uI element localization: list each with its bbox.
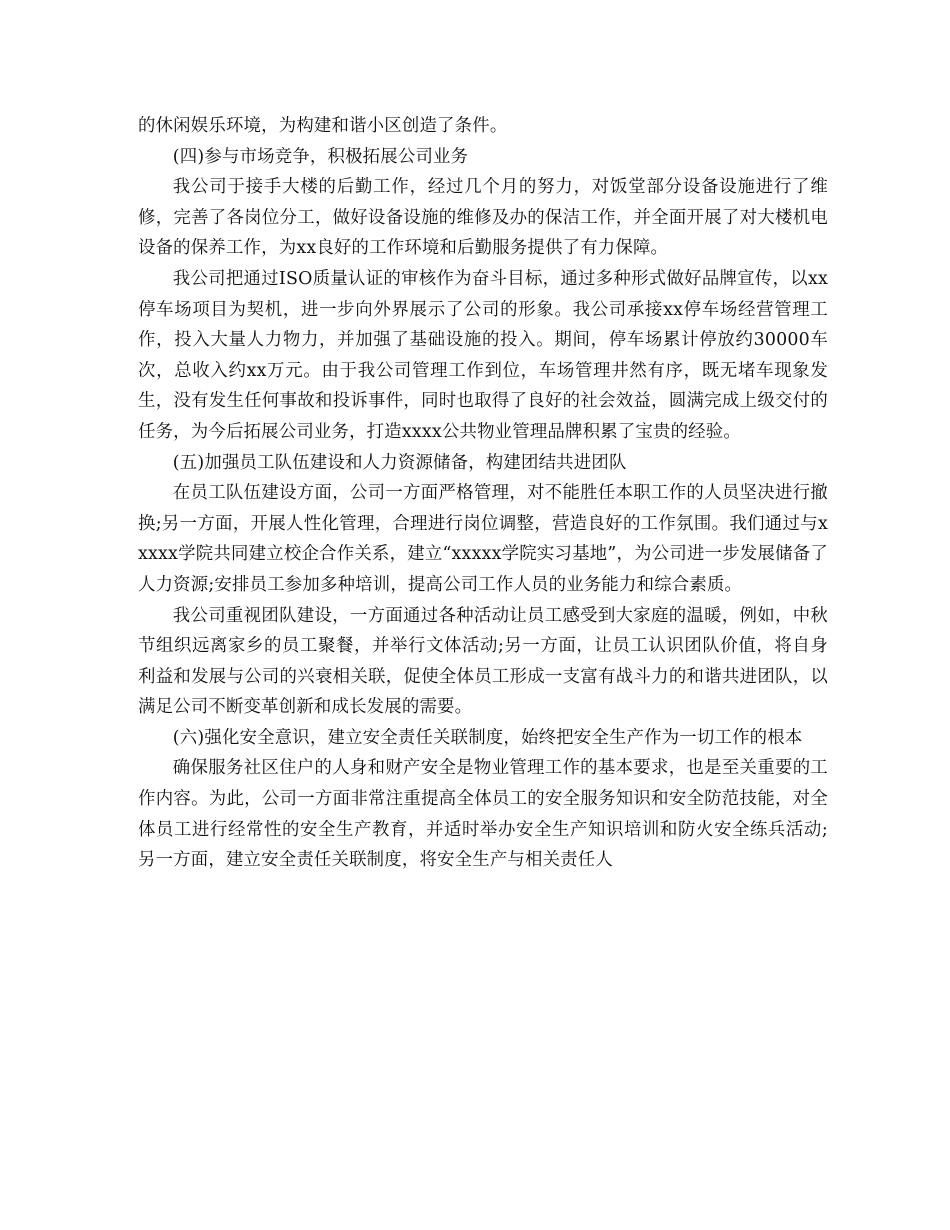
paragraph-staff: 在员工队伍建设方面，公司一方面严格管理，对不能胜任本职工作的人员坚决进行撤换;另一方面，开展人性化管理，合理进行岗位调整，营造良好的工作氛围。我们通过与xxxxx学院共同建立校企合作关系，建立“xxxxx学院实习基地”，为公司进一步发展储备了人力资源;安排员工参加多种培训，提高公司工作人员的业务能力和综合素质。 (138, 483, 828, 595)
paragraph-continuation: 的休闲娱乐环境，为构建和谐小区创造了条件。 (138, 116, 508, 136)
paragraph-safety: 确保服务社区住户的人身和财产安全是物业管理工作的基本要求，也是至关重要的工作内容。为此，公司一方面非常注重提高全体员工的安全服务知识和安全防范技能，对全体员工进行经常性的安全生产教育，并适时举办安全生产知识培训和防火安全练兵活动;另一方面，建立安全责任关联制度，将安全生产与相关责任人 (138, 758, 828, 871)
paragraph-parking: 我公司把通过ISO质量认证的审核作为奋斗目标，通过多种形式做好品牌宣传，以xx停车场项目为契机，进一步向外界展示了公司的形象。我公司承接xx停车场经营管理工作，投入大量人力物力，并加强了基础设施的投入。期间，停车场累计停放约30000车次，总收入约xx万元。由于我公司管理工作到位，车场管理井然有序，既无堵车现象发生，没有发生任何事故和投诉事件，同时也取得了良好的社会效益，圆满完成上级交付的任务，为今后拓展公司业务，打造xxxx公共物业管理品牌积累了宝贵的经验。 (138, 268, 828, 442)
section-heading-4: (四)参与市场竞争，积极拓展公司业务 (172, 146, 469, 167)
paragraph-team: 我公司重视团队建设，一方面通过各种活动让员工感受到大家庭的温暖，例如，中秋节组织远离家乡的员工聚餐，并举行文体活动;另一方面，让员工认识团队价值，将自身利益和发展与公司的兴衰相关联，促使全体员工形成一支富有战斗力的和谐共进团队，以满足公司不断变革创新和成长发展的需要。 (138, 605, 828, 718)
document-body (138, 111, 828, 876)
section-heading-6: (六)强化安全意识，建立安全责任关联制度，始终把安全生产作为一切工作的根本 (172, 727, 803, 748)
paragraph-logistics: 我公司于接手大楼的后勤工作，经过几个月的努力，对饭堂部分设备设施进行了维修，完善了各岗位分工，做好设备设施的维修及办的保洁工作，并全面开展了对大楼机电设备的保养工作，为xx良好的工作环境和后勤服务提供了有力保障。 (138, 177, 828, 259)
section-heading-5: (五)加强员工队伍建设和人力资源储备，构建团结共进团队 (172, 452, 627, 473)
